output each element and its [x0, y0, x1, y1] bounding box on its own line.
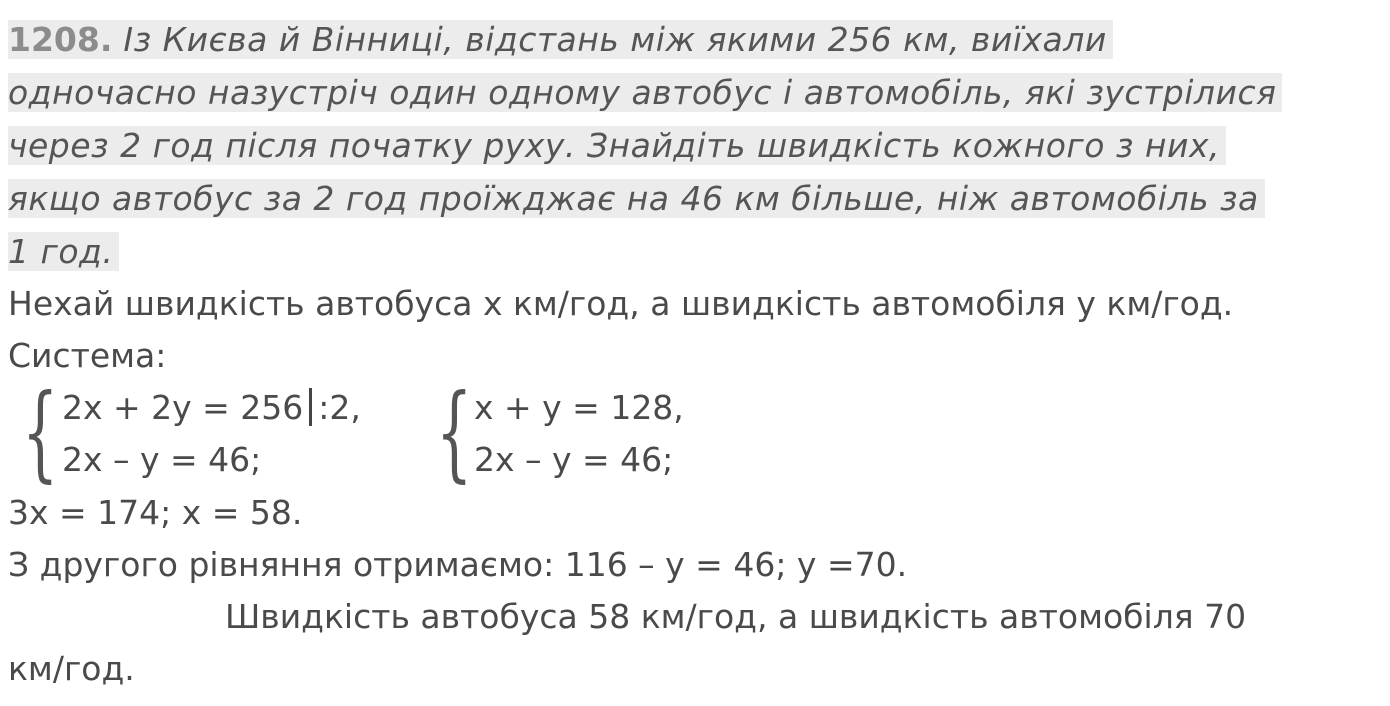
system-label: Система:: [8, 336, 167, 375]
system2-eq1: x + y = 128,: [474, 388, 684, 427]
system1-brace: {: [22, 371, 59, 493]
problem-number: 1208.: [8, 20, 113, 59]
system1-eq1-text: 2x + 2y = 256: [62, 388, 304, 427]
system1-eq1: [62, 382, 361, 434]
problem-line-3: [8, 120, 1226, 172]
divider-bar: [309, 388, 312, 426]
problem-line-5: [8, 226, 119, 278]
problem-line-4: [8, 173, 1265, 225]
answer-line-1: Швидкість автобуса 58 км/год, а швидкість автомобіля 70: [225, 597, 1247, 636]
answer-line-2: км/год.: [8, 649, 135, 688]
system2-brace: {: [436, 371, 473, 493]
problem-text-5: 1 год.: [8, 232, 119, 271]
system1-divisor: :2,: [318, 388, 361, 427]
problem-text-3: через 2 год після початку руху. Знайдіть швидкість кожного з них,: [8, 126, 1226, 165]
system1-eq2: 2x – y = 46;: [62, 440, 262, 479]
solution-step-1: 3x = 174; x = 58.: [8, 493, 303, 532]
solution-step-2: З другого рівняння отримаємо: 116 – у = 46; у =70.: [8, 545, 908, 584]
problem-line-2: [8, 67, 1282, 119]
problem-line-1: [8, 14, 1113, 66]
problem-text-4: якщо автобус за 2 год проїжджає на 46 км більше, ніж автомобіль за: [8, 179, 1265, 218]
problem-text-2: одночасно назустріч один одному автобус і автомобіль, які зустрілися: [8, 73, 1282, 112]
system2-eq2: 2x – y = 46;: [474, 440, 674, 479]
solution-intro: Нехай швидкість автобуса х км/год, а швидкість автомобіля у км/год.: [8, 284, 1234, 323]
problem-text-1: Із Києва й Вінниці, відстань між якими 256 км, виїхали: [123, 20, 1107, 59]
